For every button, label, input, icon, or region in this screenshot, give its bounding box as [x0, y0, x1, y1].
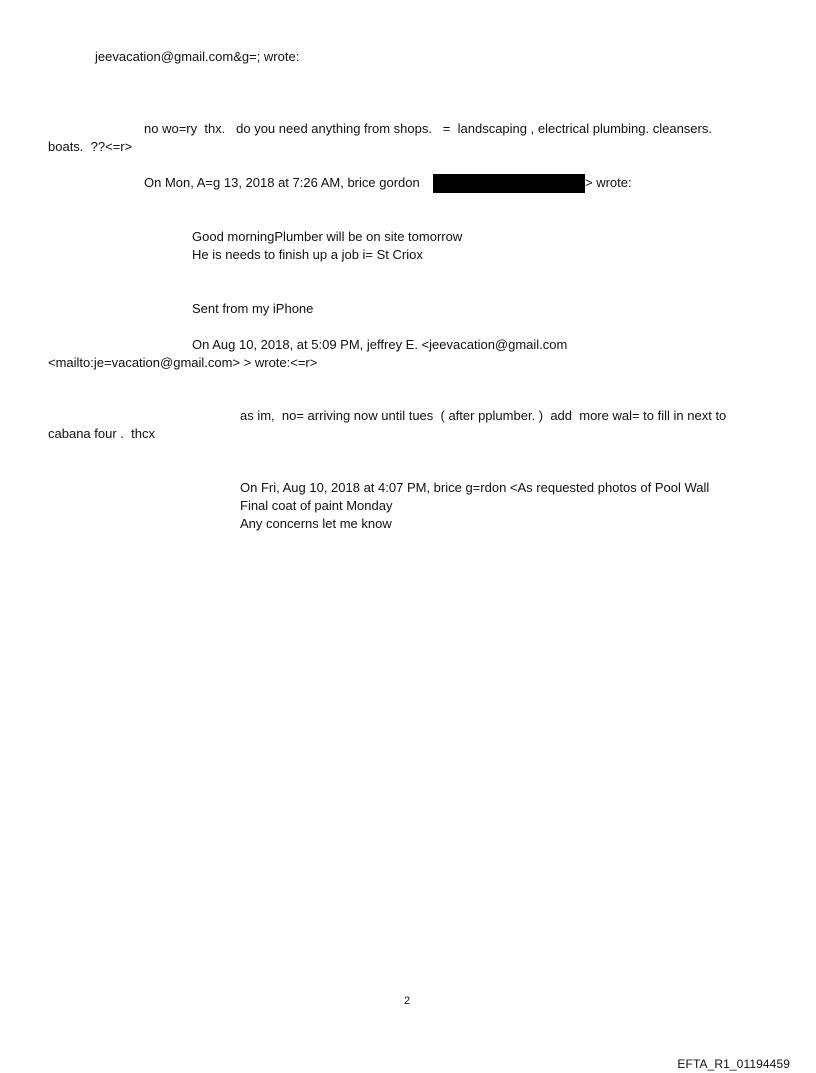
quote-header-3: On Fri, Aug 10, 2018 at 4:07 PM, brice g=rdon <As requested photos of Pool Wall — [240, 480, 710, 495]
quote-header-1-suffix: > wrote: — [585, 175, 632, 190]
quote3-line-2: Final coat of paint Monday — [240, 498, 393, 513]
message3-line-2: cabana four . thcx — [48, 426, 155, 441]
redaction-bar — [433, 174, 585, 193]
quote3-line-3: Any concerns let me know — [240, 516, 392, 531]
page-number: 2 — [404, 995, 411, 1007]
header-wrote-line: jeevacation@gmail.com&g=; wrote: — [95, 49, 300, 64]
message-line-2: He is needs to finish up a job i= St Criox — [192, 247, 423, 262]
reply-line-2: boats. ??<=r> — [48, 139, 133, 154]
document-id: EFTA_R1_01194459 — [677, 1057, 790, 1071]
signature-line: Sent from my iPhone — [192, 301, 314, 316]
message-line-1: Good morningPlumber will be on site tomorrow — [192, 229, 463, 244]
quote-header-2-cont: <mailto:je=vacation@gmail.com> > wrote:<=r> — [48, 355, 318, 370]
message3-line-1: as im, no= arriving now until tues ( after pplumber. ) add more wal= to fill in next to — [240, 408, 727, 423]
quote-header-2: On Aug 10, 2018, at 5:09 PM, jeffrey E. <jeevacation@gmail.com — [192, 337, 568, 352]
quote-header-1: On Mon, A=g 13, 2018 at 7:26 AM, brice gordon — [144, 175, 420, 190]
reply-line-1: no wo=ry thx. do you need anything from shops. = landscaping , electrical plumbing. cleansers. — [144, 121, 712, 136]
